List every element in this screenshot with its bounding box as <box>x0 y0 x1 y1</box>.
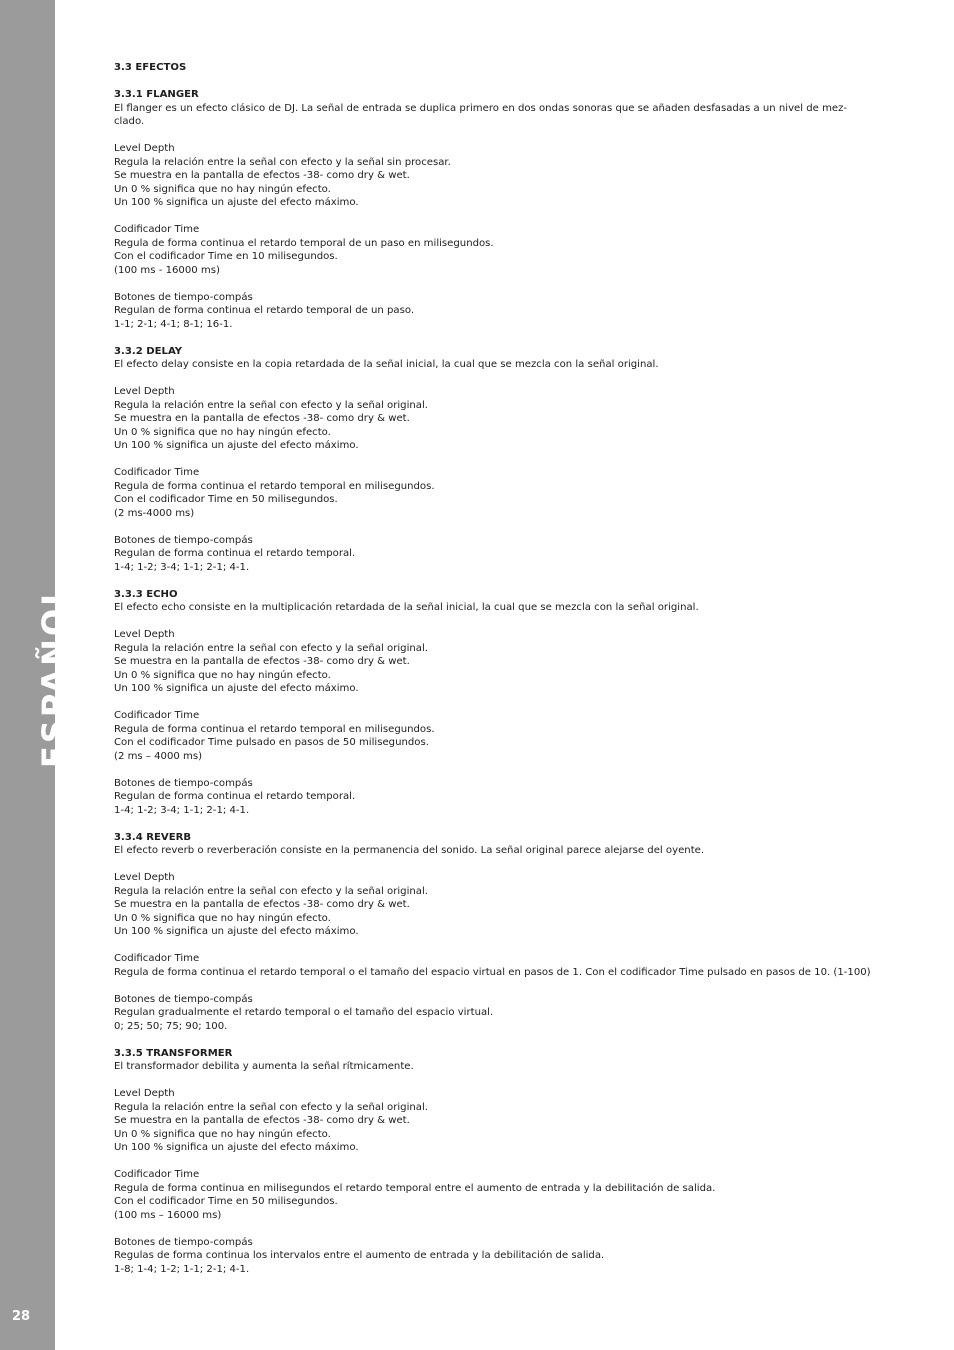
block-line: Regulan de forma continua el retardo temporal. <box>114 548 356 559</box>
block-line: Se muestra en la pantalla de efectos -38- como dry & wet. <box>114 899 410 910</box>
block-line: Regula de forma continua el retardo temporal o el tamaño del espacio virtual en pasos de 1. Con el codificador Time pulsado en pasos de 10. (1-100) <box>114 966 871 978</box>
section-intro: El efecto delay consiste en la copia retardada de la señal inicial, la cual que se mezcla con la señal original. <box>114 359 659 370</box>
block-label: Level Depth <box>114 143 175 154</box>
block-label: Level Depth <box>114 1088 175 1099</box>
block-label: Level Depth <box>114 872 175 883</box>
block-line: Regula la relación entre la señal con efecto y la señal original. <box>114 1101 428 1113</box>
block-line: Regula la relación entre la señal con efecto y la señal original. <box>114 885 428 897</box>
block-label: Level Depth <box>114 386 175 397</box>
section-intro: El efecto reverb o reverberación consiste en la permanencia del sonido. La señal original parece alejarse del oyente. <box>114 845 705 856</box>
block-line: Regula de forma continua en milisegundos el retardo temporal entre el aumento de entrada y la debilitación de salida. <box>114 1182 716 1194</box>
block-line: Regula la relación entre la señal con efecto y la señal original. <box>114 642 428 654</box>
section-title: 3.3.4 REVERB <box>114 831 192 843</box>
block-line: (2 ms-4000 ms) <box>114 507 195 519</box>
section-title: 3.3.5 TRANSFORMER <box>114 1047 233 1059</box>
block-line: (2 ms – 4000 ms) <box>114 750 203 762</box>
block-line: 1-4; 1-2; 3-4; 1-1; 2-1; 4-1. <box>114 561 250 573</box>
block-label: Botones de tiempo-compás <box>114 291 253 303</box>
block-line: Un 100 % significa un ajuste del efecto máximo. <box>114 926 359 937</box>
section-intro: El efecto echo consiste en la multiplicación retardada de la señal inicial, la cual que se mezcla con la señal original. <box>114 602 699 613</box>
section-title: 3.3.2 DELAY <box>114 345 183 357</box>
block-line: Un 0 % significa que no hay ningún efecto. <box>114 183 331 195</box>
block-line: Con el codificador Time en 10 milisegundos. <box>114 251 338 262</box>
block-label: Botones de tiempo-compás <box>114 993 253 1005</box>
block-line: Con el codificador Time en 50 milisegundos. <box>114 1196 338 1207</box>
block-line: 1-8; 1-4; 1-2; 1-1; 2-1; 4-1. <box>114 1263 250 1275</box>
block-label: Codificador Time <box>114 953 200 964</box>
section-title: 3.3.1 FLANGER <box>114 89 199 100</box>
page-heading: 3.3 EFECTOS <box>114 62 187 73</box>
block-label: Codificador Time <box>114 1169 200 1180</box>
section-intro: El flanger es un efecto clásico de DJ. La señal de entrada se duplica primero en dos ondas sonoras que se añaden desfasadas a un nivel de mez-clado. <box>114 102 848 127</box>
block-line: Un 100 % significa un ajuste del efecto máximo. <box>114 1142 359 1153</box>
block-line: Un 0 % significa que no hay ningún efecto. <box>114 1128 331 1140</box>
block-line: Regulan de forma continua el retardo temporal. <box>114 791 356 802</box>
block-line: Con el codificador Time en 50 milisegundos. <box>114 494 338 505</box>
block-line: Regulan de forma continua el retardo temporal de un paso. <box>114 305 415 316</box>
block-line: (100 ms – 16000 ms) <box>114 1209 222 1221</box>
block-line: 1-1; 2-1; 4-1; 8-1; 16-1. <box>114 318 233 330</box>
block-line: Un 100 % significa un ajuste del efecto máximo. <box>114 197 359 208</box>
section-intro: El transformador debilita y aumenta la señal rítmicamente. <box>114 1061 414 1072</box>
block-label: Botones de tiempo-compás <box>114 777 253 789</box>
section-title: 3.3.3 ECHO <box>114 588 178 600</box>
block-line: (100 ms - 16000 ms) <box>114 264 220 276</box>
block-line: Se muestra en la pantalla de efectos -38- como dry & wet. <box>114 1115 410 1126</box>
block-line: Regula la relación entre la señal con efecto y la señal sin procesar. <box>114 156 451 168</box>
block-label: Codificador Time <box>114 710 200 721</box>
block-label: Codificador Time <box>114 467 200 478</box>
page-number: 28 <box>12 1309 31 1324</box>
block-line: 1-4; 1-2; 3-4; 1-1; 2-1; 4-1. <box>114 804 250 816</box>
block-line: Regula de forma continua el retardo temporal en milisegundos. <box>114 723 435 735</box>
block-line: Regula la relación entre la señal con efecto y la señal original. <box>114 399 428 411</box>
block-label: Botones de tiempo-compás <box>114 534 253 546</box>
block-line: Un 100 % significa un ajuste del efecto máximo. <box>114 440 359 451</box>
block-line: Un 0 % significa que no hay ningún efecto. <box>114 426 331 438</box>
block-line: Con el codificador Time pulsado en pasos de 50 milisegundos. <box>114 737 429 748</box>
block-label: Codificador Time <box>114 224 200 235</box>
block-label: Level Depth <box>114 629 175 640</box>
block-label: Botones de tiempo-compás <box>114 1236 253 1248</box>
document-body <box>114 61 874 1276</box>
block-line: Regula de forma continua el retardo temporal en milisegundos. <box>114 480 435 492</box>
language-sidebar <box>0 0 73 1350</box>
block-line: Regulan gradualmente el retardo temporal o el tamaño del espacio virtual. <box>114 1007 494 1018</box>
block-line: Se muestra en la pantalla de efectos -38- como dry & wet. <box>114 656 410 667</box>
block-line: Regula de forma continua el retardo temporal de un paso en milisegundos. <box>114 237 494 249</box>
block-line: Se muestra en la pantalla de efectos -38- como dry & wet. <box>114 170 410 181</box>
block-line: Un 100 % significa un ajuste del efecto máximo. <box>114 683 359 694</box>
block-line: Un 0 % significa que no hay ningún efecto. <box>114 912 331 924</box>
language-label: ESPAÑOL <box>35 582 73 768</box>
block-line: Un 0 % significa que no hay ningún efecto. <box>114 669 331 681</box>
block-line: Se muestra en la pantalla de efectos -38- como dry & wet. <box>114 413 410 424</box>
block-line: 0; 25; 50; 75; 90; 100. <box>114 1020 228 1032</box>
block-line: Regulas de forma continua los intervalos entre el aumento de entrada y la debilitación de salida. <box>114 1250 605 1261</box>
